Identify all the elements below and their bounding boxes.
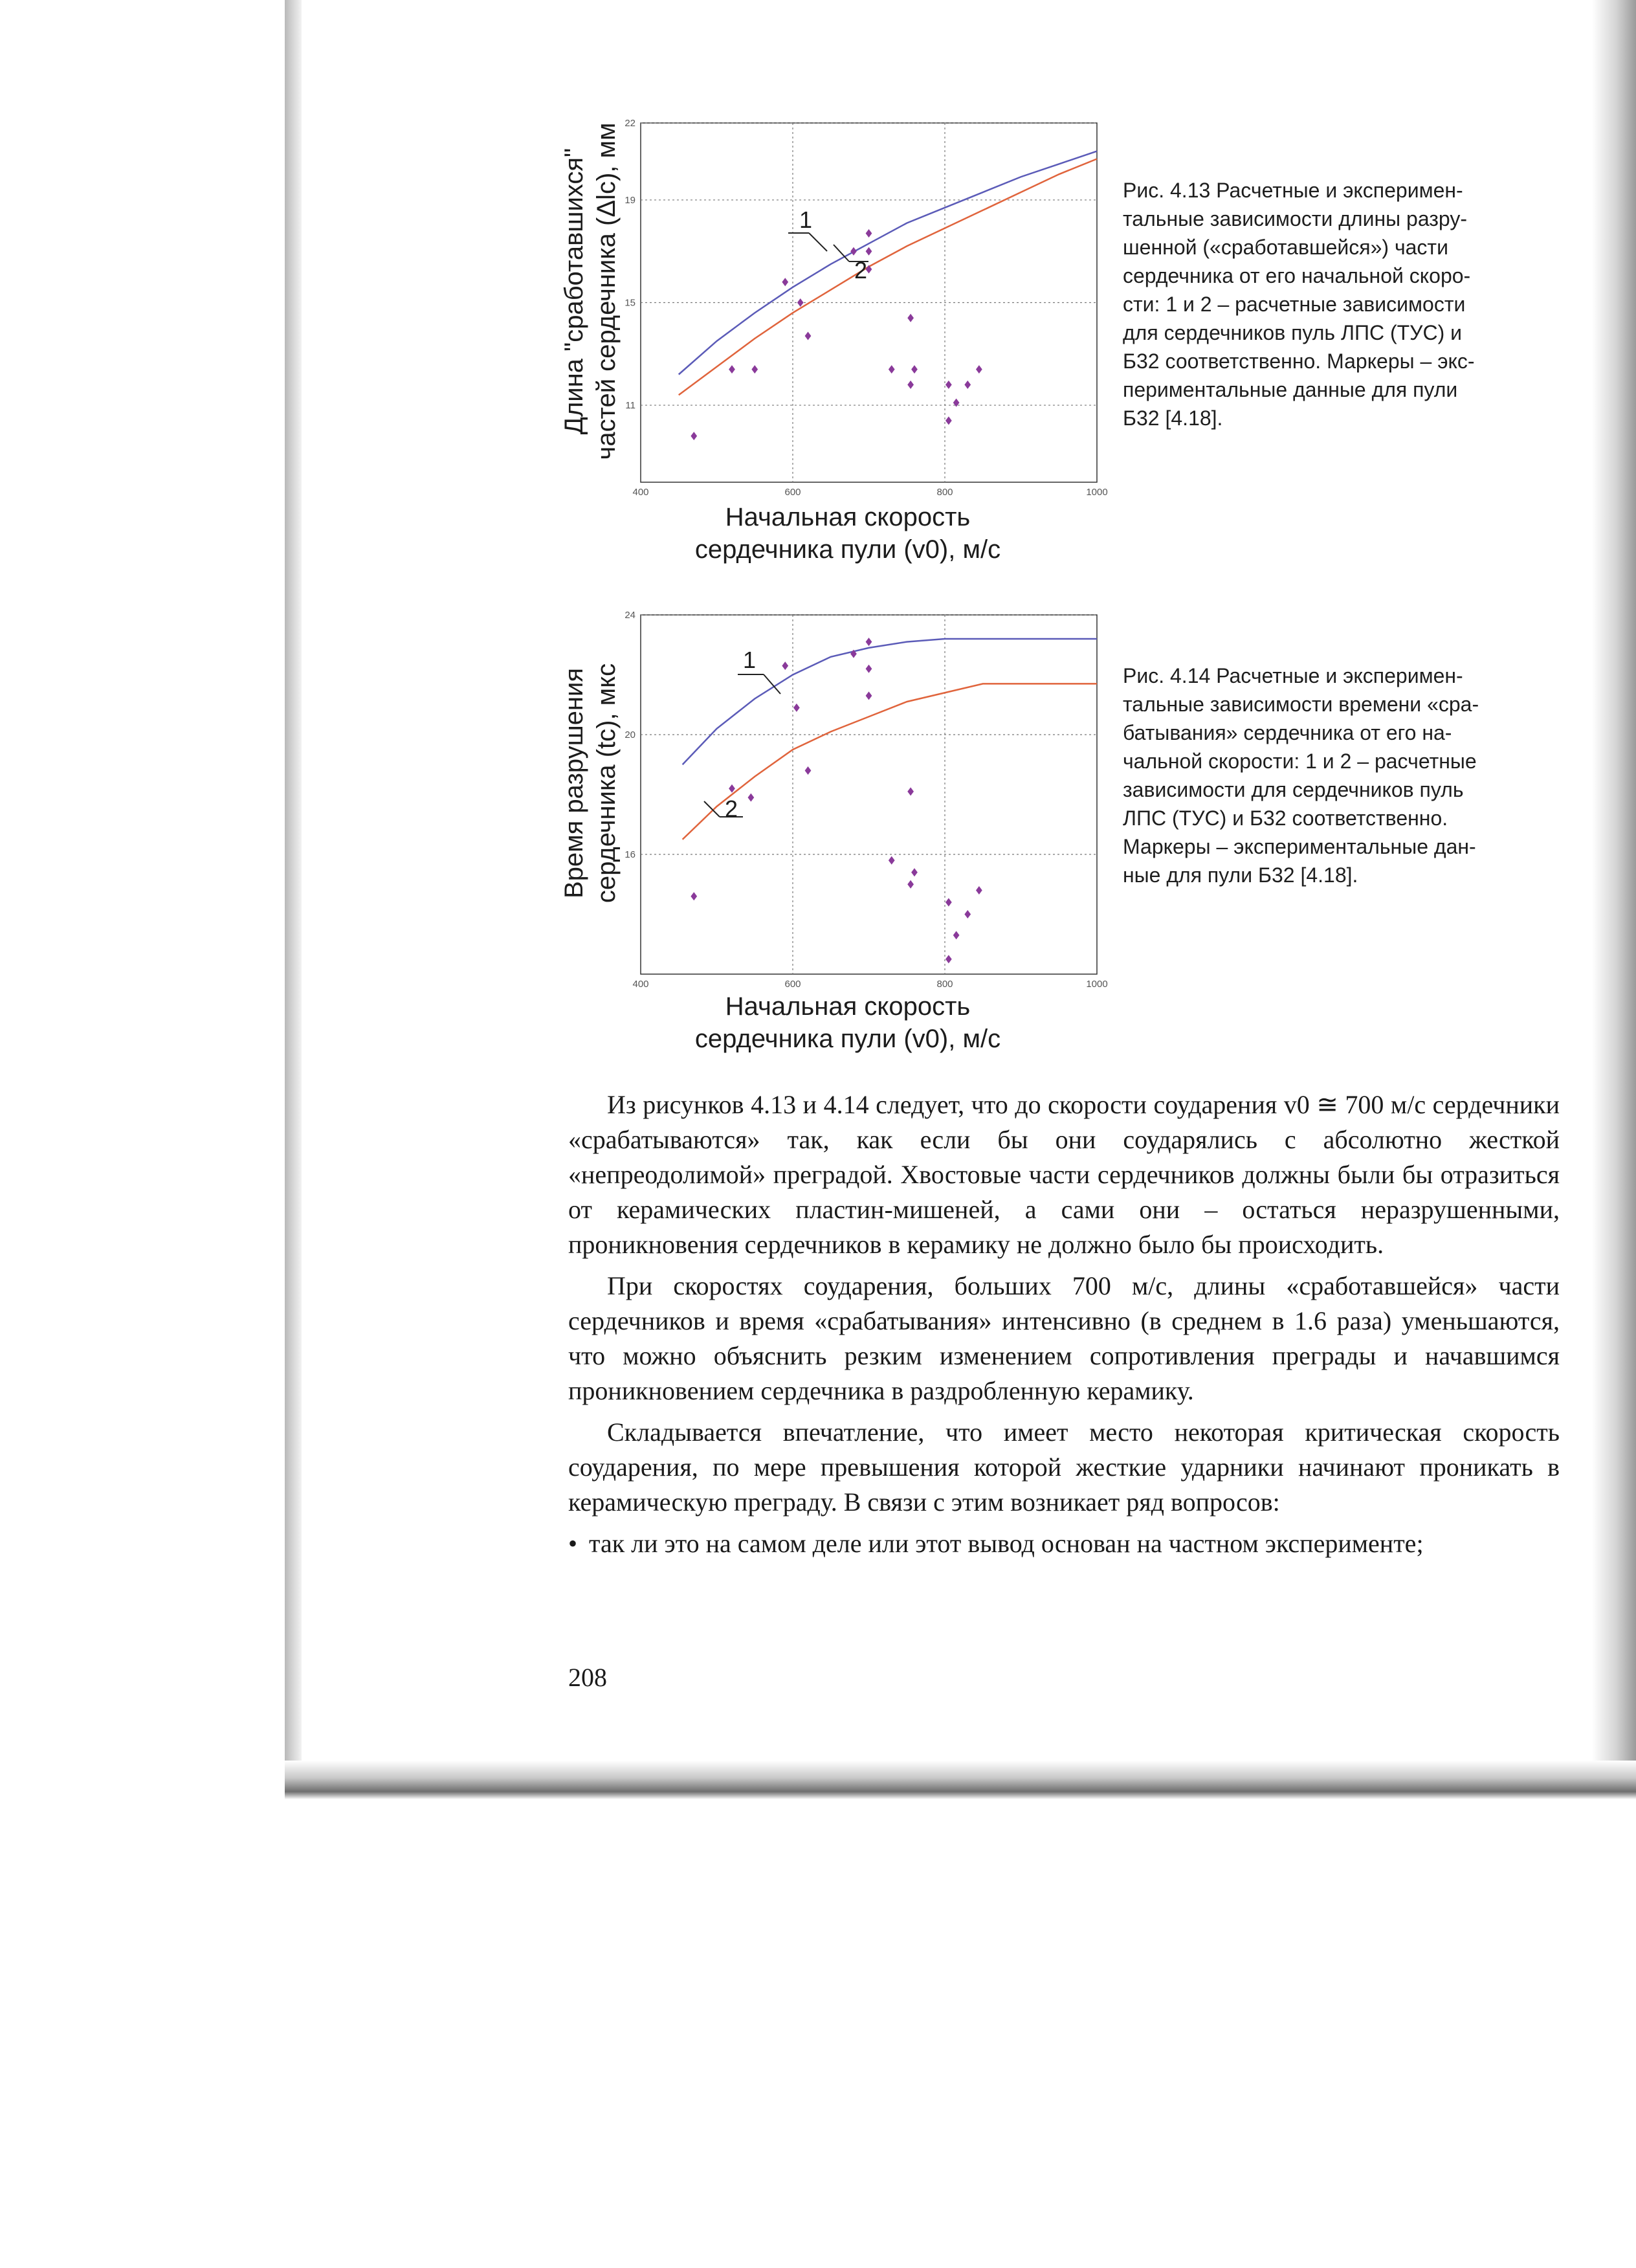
x-tick-label: 600	[784, 487, 801, 498]
data-marker	[976, 365, 982, 373]
data-marker	[805, 766, 812, 775]
data-marker	[911, 868, 918, 876]
x-tick-label: 600	[784, 979, 801, 990]
caption-line: чальной скорости: 1 и 2 – расчетные	[1123, 750, 1477, 773]
caption-line: Б32 соответственно. Маркеры – экс-	[1123, 350, 1475, 373]
caption-line: для сердечников пуль ЛПС (ТУС) и	[1123, 321, 1463, 344]
curve-label-2: 2	[724, 795, 738, 822]
curve-label-1: 1	[742, 647, 757, 673]
y-axis-title	[560, 123, 621, 460]
y-axis-title-line-2: сердечника (tc), мкс	[592, 663, 621, 904]
figure-4-14-caption	[1123, 662, 1543, 889]
x-tick-label: 1000	[1086, 979, 1108, 990]
x-axis-title-line-1: Начальная скорость	[725, 503, 971, 531]
x-tick-label: 1000	[1086, 487, 1108, 498]
data-marker	[850, 247, 857, 256]
data-marker	[945, 898, 952, 907]
caption-line: зависимости для сердечников пуль	[1123, 778, 1464, 801]
x-axis-title-line-1: Начальная скорость	[725, 992, 971, 1021]
series-line-2	[679, 159, 1097, 395]
caption-line: сти: 1 и 2 – расчетные зависимости	[1123, 293, 1466, 316]
x-axis-title-line-2: сердечника пули (v0), м/с	[694, 1025, 1001, 1053]
scan-shadow-bottom	[285, 1761, 1636, 1799]
data-marker	[907, 314, 914, 322]
caption-line: ные для пули Б32 [4.18].	[1123, 863, 1358, 887]
y-axis-title-line-2: частей сердечника (Δlc), мм	[592, 122, 621, 460]
y-tick-label: 16	[625, 849, 636, 860]
y-tick-label: 20	[625, 729, 636, 740]
caption-line: Рис. 4.14 Расчетные и эксперимен-	[1123, 664, 1463, 687]
figure-4-13-chart	[544, 104, 1113, 583]
data-marker	[964, 910, 971, 918]
data-marker	[782, 278, 788, 286]
data-marker	[907, 880, 914, 889]
series-line-1	[679, 151, 1097, 375]
data-marker	[907, 381, 914, 389]
caption-line: Рис. 4.13 Расчетные и эксперимен-	[1123, 179, 1463, 202]
paragraph: Складывается впечатление, что имеет место некоторая критическая скорость соударения, по мере превышения которой жесткие ударники начинают проникать в керамическую преграду. В связи с этим возникает ряд вопросов:	[568, 1418, 1560, 1517]
data-marker	[805, 332, 812, 340]
data-marker	[866, 638, 872, 646]
y-tick-label: 11	[625, 400, 636, 412]
data-marker	[964, 381, 971, 389]
data-marker	[866, 665, 872, 673]
caption-line: батывания» сердечника от его на-	[1123, 721, 1452, 744]
data-marker	[797, 298, 804, 307]
x-axis-title-line-2: сердечника пули (v0), м/с	[694, 535, 1001, 564]
data-marker	[793, 704, 800, 712]
data-marker	[751, 365, 758, 373]
x-tick-label: 400	[632, 979, 649, 990]
caption-line: тальные зависимости времени «сра-	[1123, 693, 1479, 716]
paragraph: При скоростях соударения, больших 700 м/с, длины «сработавшейся» части сердечников и время «срабатывания» интенсивно (в среднем в 1.6 раза) уменьшаются, что можно объяснить резким изменением сопротивления преграды и начавшимся проникновением сердечника в раздробленную керамику.	[568, 1271, 1560, 1405]
data-marker	[782, 662, 788, 670]
data-marker	[945, 381, 952, 389]
y-axis-title	[560, 663, 621, 903]
curve-labels	[788, 206, 868, 284]
y-tick-label: 24	[625, 610, 636, 621]
caption-line: ЛПС (ТУС) и Б32 соответственно.	[1123, 806, 1448, 830]
series	[679, 151, 1097, 395]
grid	[641, 123, 1097, 482]
y-tick-label: 22	[625, 118, 636, 129]
data-marker	[889, 365, 895, 373]
scan-shadow-right	[1592, 0, 1636, 1799]
caption-line: Маркеры – экспериментальные дан-	[1123, 835, 1476, 858]
caption-line: сердечника от его начальной скоро-	[1123, 264, 1471, 287]
tick-labels	[625, 610, 1107, 990]
body-text	[568, 1087, 1560, 1568]
data-marker	[729, 784, 735, 793]
x-tick-label: 400	[632, 487, 649, 498]
caption-line: периментальные данные для пули	[1123, 378, 1458, 401]
y-tick-label: 15	[625, 297, 636, 309]
data-marker	[691, 432, 697, 440]
tick-labels	[625, 118, 1107, 498]
caption-line: Б32 [4.18].	[1123, 406, 1223, 430]
curve-label-1: 1	[799, 206, 813, 233]
y-tick-label: 19	[625, 194, 636, 206]
y-axis-title-line-1: Время разрушения	[560, 667, 588, 899]
x-tick-label: 800	[936, 487, 953, 498]
data-marker	[945, 955, 952, 963]
y-axis-title-line-1: Длина "сработавшихся"	[560, 148, 588, 435]
data-marker	[907, 787, 914, 795]
data-marker	[748, 794, 755, 802]
data-marker	[911, 365, 918, 373]
data-marker	[889, 856, 895, 865]
data-marker	[866, 691, 872, 700]
paragraph: Из рисунков 4.13 и 4.14 следует, что до скорости соударения v0 ≅ 700 м/с сердечники «срабатываются» так, как если бы они соударялись с абсолютно жесткой «непреодолимой» преградой. Хвостовые части сердечников должны были бы отразиться от керамических пластин-мишеней, а сами они – остаться неразрушенными, проникновения сердечников в керамику не должно было бы происходить.	[568, 1090, 1560, 1259]
scan-shadow-left	[285, 0, 302, 1799]
data-marker	[866, 229, 872, 238]
caption-line: шенной («сработавшейся») части	[1123, 236, 1448, 259]
caption-line: тальные зависимости длины разру-	[1123, 207, 1468, 230]
data-marker	[691, 892, 697, 900]
data-marker	[953, 931, 960, 939]
figure-4-14-chart	[544, 595, 1113, 1074]
data-marker	[945, 416, 952, 425]
data-marker	[729, 365, 735, 373]
curve-label-2: 2	[854, 257, 868, 284]
data-marker	[976, 886, 982, 895]
data-marker	[866, 247, 872, 256]
figure-4-13-caption	[1123, 176, 1543, 432]
x-tick-label: 800	[936, 979, 953, 990]
bullet-item: • так ли это на самом деле или этот вывод основан на частном эксперименте;	[568, 1526, 1560, 1561]
page-number: 208	[568, 1663, 607, 1692]
